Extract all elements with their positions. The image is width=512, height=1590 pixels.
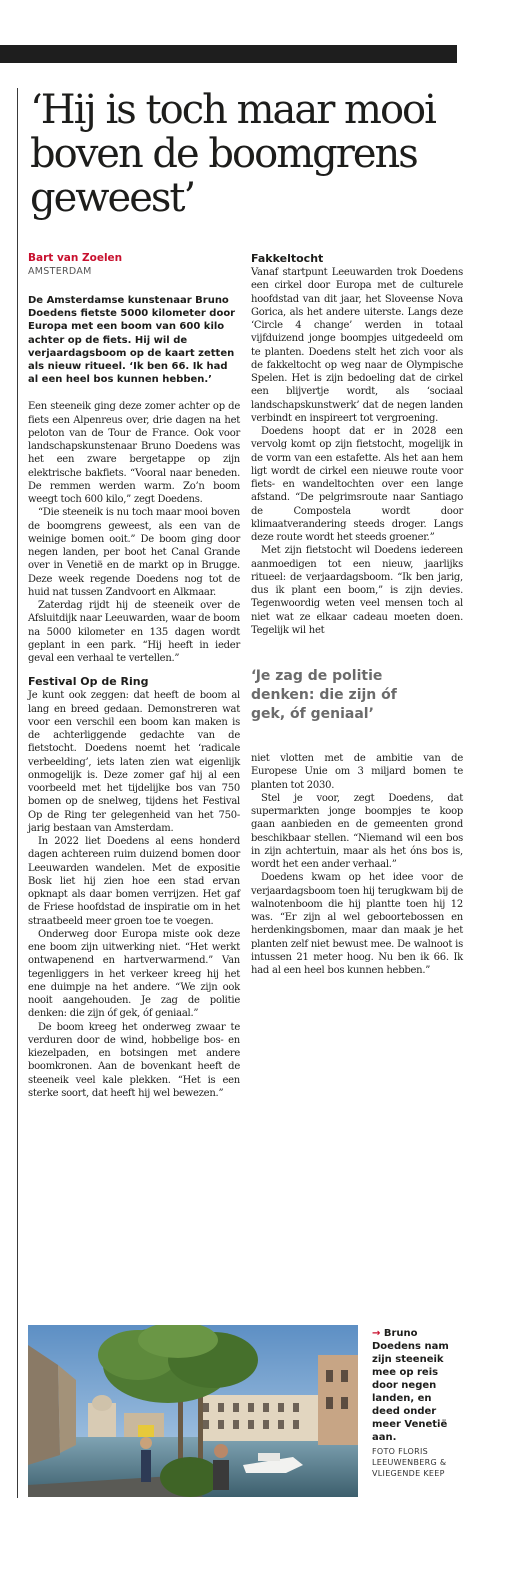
paragraph: “Die steeneik is nu toch maar mooi boven de boomgrens geweest, als een van de weinige bomen ooit.” De boom ging door negen landen, per boot het Canal Grande over in Venetië en de markt op in Brugge. Deze week regende Doedens nog tot de huid nat tussen Zandvoort en Alkmaar. xyxy=(28,507,240,598)
subhead: Festival Op de Ring xyxy=(28,675,149,689)
column-2 xyxy=(251,252,463,977)
paragraph: Een steeneik ging deze zomer achter op de fiets een Alpenreus over, drie dagen na het peloton van de Tour de France. Ook voor landschapskunstenaar Bruno Doedens was het een zware bergetappe op zijn elektrische bakfiets. “Vooral naar beneden. De remmen werden warm. Zo’n boom weegt toch 600 kilo,” zegt Doedens. xyxy=(28,401,240,506)
paragraph: Doedens hoopt dat er in 2028 een vervolg komt op zijn fietstocht, mogelijk in de vorm van een estafette. Als het aan hem ligt wordt de cirkel een nieuwe route voor fiets- en wandeltochten over een lange afstand. “De pelgrimsroute naar Santiago de Compostela wordt door klimaatverandering steeds droger. Langs deze route wordt het steeds groener.” xyxy=(251,426,463,543)
pull-quote: ‘Je zag de politie denken: die zijn óf gek, óf geniaal’ xyxy=(251,668,397,722)
headline: ‘Hij is toch maar mooi boven de boomgrens geweest’ xyxy=(30,87,435,221)
top-bar xyxy=(0,45,457,63)
byline[interactable]: Bart van Zoelen xyxy=(28,252,123,264)
paragraph: niet vlotten met de ambitie van de Europese Unie om 3 miljard bomen te planten tot 2030. xyxy=(251,753,463,791)
photo-caption xyxy=(372,1327,462,1479)
article-photo[interactable] xyxy=(28,1325,358,1497)
arrow-right-icon: → xyxy=(372,1328,381,1339)
caption-text: Bruno Doedens nam zijn steeneik mee op reis door negen landen, en deed onder meer Venetië aan. xyxy=(372,1328,449,1443)
paragraph: Met zijn fietstocht wil Doedens iedereen aanmoedigen tot een nieuw, jaarlijks ritueel: de verjaardagsboom. “Ik ben jarig, dus ik plant een boom,” is zijn devies. Tegenwoordig weten veel mensen toch al niet wat ze elkaar cadeau moeten doen. Tegelijk wil het xyxy=(251,545,463,636)
left-rule xyxy=(17,88,18,1498)
paragraph: De boom kreeg het onderweg zwaar te verduren door de wind, hobbelige bos- en kiezelpaden, en botsingen met andere boomkronen. Aan de bovenkant heeft de steeneik veel kale plekken. “Het is een sterke soort, dat heeft hij wel bewezen.” xyxy=(28,1021,240,1099)
intro: De Amsterdamse kunstenaar Bruno Doedens fietste 5000 kilometer door Europa met een boom van 600 kilo achter op de fiets. Hij wil de verjaardagsboom op de kaart zetten als nieuw ritueel. ‘Ik ben 66. Ik had al een heel bos kunnen hebben.’ xyxy=(28,295,236,386)
paragraph: Doedens kwam op het idee voor de verjaardagsboom toen hij terugkwam bij de walnotenboom die hij plantte toen hij 12 was. “Er zijn al wel geboortebossen en herdenkingsbomen, maar dan maak je het planten zelf niet bewust mee. De walnoot is intussen 21 meter hoog. Nu ben ik 66. Ik had al een heel bos kunnen hebben.” xyxy=(251,872,463,976)
dateline-place: AMSTERDAM xyxy=(28,266,92,277)
subhead: Fakkeltocht xyxy=(251,252,324,265)
photo-credit: FOTO FLORIS LEEUWENBERG & VLIEGENDE KEEP xyxy=(372,1447,447,1478)
paragraph: In 2022 liet Doedens al eens honderd dagen achtereen ruim duizend bomen door Leeuwarden wandelen. Met de expositie Bosk liet hij zien hoe een stad ervan opknapt als daar bomen verrijzen. Het gaf de Friese hoofdstad de inspiratie om in het straatbeeld meer groen toe te voegen. xyxy=(28,836,240,927)
paragraph: Je kunt ook zeggen: dat heeft de boom al lang en breed gedaan. Demonstreren wat voor een verschil een boom kan maken is de achterliggende gedachte van de fietstocht. Doedens noemt het ‘radicale verbeelding’, iets laten zien wat eigenlijk onmogelijk is. Deze zomer gaf hij al een voorbeeld met het tijdelijke bos van 750 bomen op de snelweg, tijdens het Festival Op de Ring ter gelegenheid van het 750-jarig bestaan van Amsterdam. xyxy=(28,690,240,834)
paragraph: Vanaf startpunt Leeuwarden trok Doedens een cirkel door Europa met de culturele hoofdstad van dit jaar, het Sloveense Nova Gorica, als het andere uiterste. Langs deze ‘Circle 4 change’ werden in totaal vijfduizend jonge boompjes uitgedeeld om te planten. Doedens stelt het zich voor als de fakkeltocht op weg naar de Olympische Spelen. Het is zijn bedoeling dat de cirkel een blijvertje wordt, als ‘sociaal landschapskunstwerk’ dat de negen landen verbindt en inspireert tot vergroening. xyxy=(251,267,463,424)
column-1 xyxy=(28,252,240,1100)
paragraph: Stel je voor, zegt Doedens, dat supermarkten jonge boompjes te koop gaan aanbieden en de gemeenten grond beschikbaar stellen. “Niemand wil een bos in zijn achtertuin, maar als het óns bos is, wordt het een ander verhaal.” xyxy=(251,792,463,870)
paragraph: Zaterdag rijdt hij de steeneik over de Afsluitdijk naar Leeuwarden, waar de boom na 5000 kilometer en 135 dagen wordt geplant in een park. “Hij heeft in ieder geval een verhaal te vertellen.” xyxy=(28,600,240,665)
paragraph: Onderweg door Europa miste ook deze ene boom zijn uitwerking niet. “Het werkt ontwapenend en hartverwarmend.” Van tegenliggers in het verkeer kreeg hij het ene duimpje na het andere. “We zijn ook nooit aangehouden. Je zag de politie denken: die zijn óf gek, óf geniaal.” xyxy=(28,928,240,1020)
venice-photo-illustration xyxy=(28,1325,358,1497)
